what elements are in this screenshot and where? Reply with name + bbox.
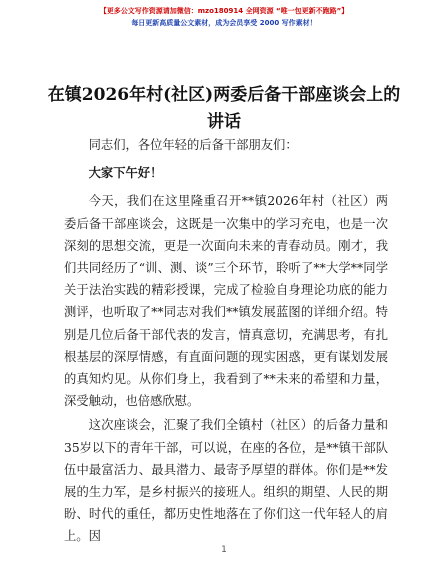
greeting: 大家下午好！ (88, 165, 163, 181)
paragraph-2: 这次座谈会，汇聚了我们全镇村（社区）的后备力量和35岁以下的青年干部，可以说，在座的各位，是**镇干部队伍中最富活力、最具潜力、最寄予厚望的群体。你们是**发展的生力军，是乡村振兴的接班人。组织的期望、人民的期盼、时代的重任，都历史性地落在了你们这一代年轻人的肩上。因 (64, 418, 388, 544)
promo-line-2: 每日更新高质量公文素材，成为会员享受 2000 写作素材！ (131, 19, 317, 27)
page-number: 1 (221, 545, 227, 555)
document-title: 在镇2026年村(社区)两委后备干部座谈会上的讲话 (47, 85, 401, 132)
promo-banner (0, 5, 448, 29)
paragraph-1: 今天，我们在这里隆重召开**镇2026年村（社区）两委后备干部座谈会，这既是一次集中的学习充电，也是一次深刻的思想交流，更是一次面向未来的青春动员。刚才，我们共同经历了“训、测、谈”三个环节，聆听了**大学**同学关于法治实践的精彩授课，完成了检验自身理论功底的能力测评，也听取了**同志对我们**镇发展蓝图的详细介绍。特别是几位后备干部代表的发言，情真意切，充满思考，有扎根基层的深厚情感，有直面问题的现实困惑，更有谋划发展的真知灼见。从你们身上，我看到了**未来的希望和力量，深受触动，也倍感欣慰。 (64, 194, 388, 409)
promo-line-1: 【更多公文写作资源请加微信：mzo180914 全网资源 “唯一包更新不跑路”】 (99, 7, 349, 15)
document-body (64, 134, 388, 550)
salutation: 同志们，各位年轻的后备干部朋友们： (88, 138, 298, 152)
